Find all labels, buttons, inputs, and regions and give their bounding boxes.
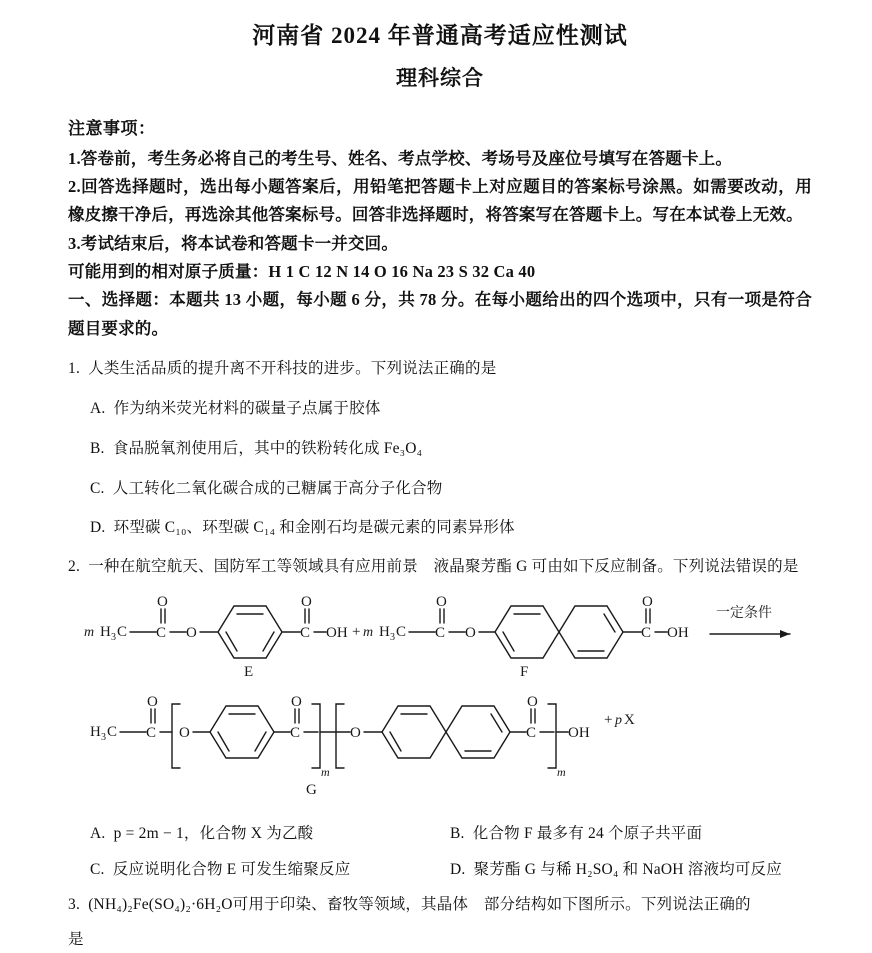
- option-a-text: p = 2m − 1，化合物 X 为乙酸: [113, 824, 314, 842]
- option-a-label: A.: [90, 824, 106, 842]
- svg-text:O: O: [527, 693, 538, 710]
- svg-text:O: O: [179, 724, 190, 741]
- question-3-stem: [68, 893, 812, 918]
- svg-text:C: C: [300, 624, 311, 641]
- option-a-text: 作为纳米荧光材料的碳量子点属于胶体: [113, 400, 381, 417]
- svg-text:H: H: [90, 723, 101, 740]
- option-d-text: 聚芳酯 G 与稀 H₂SO₄ 和 NaOH 溶液均可反应: [473, 860, 782, 878]
- question-1-stem: [68, 357, 812, 382]
- svg-text:O: O: [465, 624, 476, 641]
- svg-text:OH: OH: [568, 724, 590, 741]
- notice-item-2: 2.回答选择题时，选出每小题答案后，用铅笔把答题卡上对应题目的答案标号涂黑。如需要改动，用橡皮擦干净后，再选涂其他答案标号。回答非选择题时，将答案写在答题卡上。写在本试卷上无效。: [68, 176, 812, 225]
- svg-text:O: O: [642, 593, 653, 610]
- option-d-label: D.: [450, 860, 466, 878]
- question-3-text: 可用于印染、畜牧等领域，其晶体 部分结构如下图所示。下列说法正确的: [232, 895, 751, 913]
- option-b-label: B.: [90, 439, 105, 457]
- svg-text:C: C: [290, 724, 301, 741]
- reaction-scheme-diagram: [76, 592, 816, 807]
- svg-text:O: O: [186, 624, 197, 641]
- option-c-text: 人工转化二氧化碳合成的己糖属于高分子化合物: [112, 479, 443, 497]
- question-2-option-d[interactable]: [450, 857, 782, 879]
- subject-title: 理科综合: [396, 66, 484, 91]
- svg-text:C: C: [117, 623, 128, 640]
- question-2-option-a[interactable]: [90, 821, 450, 843]
- svg-text:3: 3: [111, 631, 116, 643]
- svg-text:F: F: [520, 663, 529, 680]
- svg-text:3: 3: [101, 731, 106, 743]
- atomic-mass-values: H 1 C 12 N 14 O 16 Na 23 S 32 Ca 40: [268, 262, 536, 282]
- notice-item-1: 1.答卷前，考生务必将自己的考生号、姓名、考点学校、考场号及座位号填写在答题卡上。: [68, 148, 733, 168]
- question-2-option-b[interactable]: [450, 821, 702, 843]
- option-b-text: 化合物 F 最多有 24 个原子共平面: [472, 824, 703, 842]
- question-2-text: 一种在航空航天、国防军工等领域具有应用前景 液晶聚芳酯 G 可由如下反应制备。下列说法错误的是: [88, 558, 799, 576]
- svg-text:+: +: [604, 711, 613, 728]
- svg-text:m: m: [557, 764, 566, 779]
- question-1-option-c[interactable]: [90, 477, 812, 502]
- svg-text:C: C: [396, 623, 407, 640]
- notice-item-3: 3.考试结束后，将本试卷和答题卡一并交回。: [68, 233, 399, 253]
- svg-text:C: C: [641, 624, 652, 641]
- atomic-mass-label: 可能用到的相对原子质量：: [68, 262, 269, 282]
- question-3-number: 3.: [68, 895, 81, 913]
- svg-text:+: +: [352, 623, 361, 640]
- question-2-stem: [68, 555, 812, 580]
- question-3-stem-tail: 是: [68, 930, 84, 948]
- svg-text:H: H: [379, 623, 390, 640]
- notice-heading: 注意事项：: [68, 118, 156, 138]
- section-one-heading: 一、选择题：本题共 13 小题，每小题 6 分，共 78 分。在每小题给出的四个选项中，只有一项是符合题目要求的。: [68, 290, 812, 338]
- svg-text:O: O: [301, 593, 312, 610]
- option-c-label: C.: [90, 479, 105, 497]
- option-c-text: 反应说明化合物 E 可发生缩聚反应: [112, 860, 351, 878]
- svg-text:一定条件: 一定条件: [716, 603, 772, 620]
- svg-text:p: p: [615, 712, 622, 728]
- question-1-text: 人类生活品质的提升离不开科技的进步。下列说法正确的是: [88, 360, 497, 378]
- question-3-formula: (NH₄)₂Fe(SO₄)₂·6H₂O: [88, 895, 233, 913]
- question-2-option-c[interactable]: [90, 857, 450, 879]
- question-2-options-row-1: [90, 821, 812, 843]
- atomic-mass-line: [68, 258, 812, 286]
- question-1-option-d[interactable]: [90, 516, 812, 541]
- svg-text:E: E: [244, 663, 254, 680]
- option-b-label: B.: [450, 824, 465, 842]
- question-2-number: 2.: [68, 558, 81, 576]
- svg-text:OH: OH: [667, 624, 689, 641]
- option-c-label: C.: [90, 860, 105, 878]
- question-1-number: 1.: [68, 360, 81, 378]
- option-b-text: 食品脱氧剂使用后，其中的铁粉转化成 Fe₃O₄: [112, 439, 423, 457]
- svg-text:3: 3: [390, 631, 395, 643]
- svg-text:X: X: [624, 711, 635, 728]
- svg-text:O: O: [157, 593, 168, 610]
- option-d-text: 环型碳 C₁₀、环型碳 C₁₄ 和金刚石均是碳元素的同素异形体: [113, 519, 515, 537]
- page-title: 河南省 2024 年普通高考适应性测试: [252, 23, 628, 48]
- question-1-option-a[interactable]: [90, 397, 812, 422]
- svg-text:m: m: [84, 624, 95, 640]
- svg-text:O: O: [350, 724, 361, 741]
- svg-text:C: C: [146, 724, 157, 741]
- option-a-label: A.: [90, 400, 106, 417]
- svg-text:C: C: [107, 723, 118, 740]
- question-1-option-b[interactable]: [90, 437, 812, 462]
- svg-text:G: G: [306, 781, 317, 798]
- question-2-options-row-2: [90, 857, 812, 879]
- svg-text:O: O: [436, 593, 447, 610]
- svg-text:O: O: [291, 693, 302, 710]
- svg-text:C: C: [435, 624, 446, 641]
- svg-text:m: m: [321, 764, 330, 779]
- svg-text:O: O: [147, 693, 158, 710]
- option-d-label: D.: [90, 519, 106, 537]
- svg-text:OH: OH: [326, 624, 348, 641]
- svg-text:H: H: [100, 623, 111, 640]
- svg-text:m: m: [363, 624, 374, 640]
- svg-text:C: C: [156, 624, 167, 641]
- svg-text:C: C: [526, 724, 537, 741]
